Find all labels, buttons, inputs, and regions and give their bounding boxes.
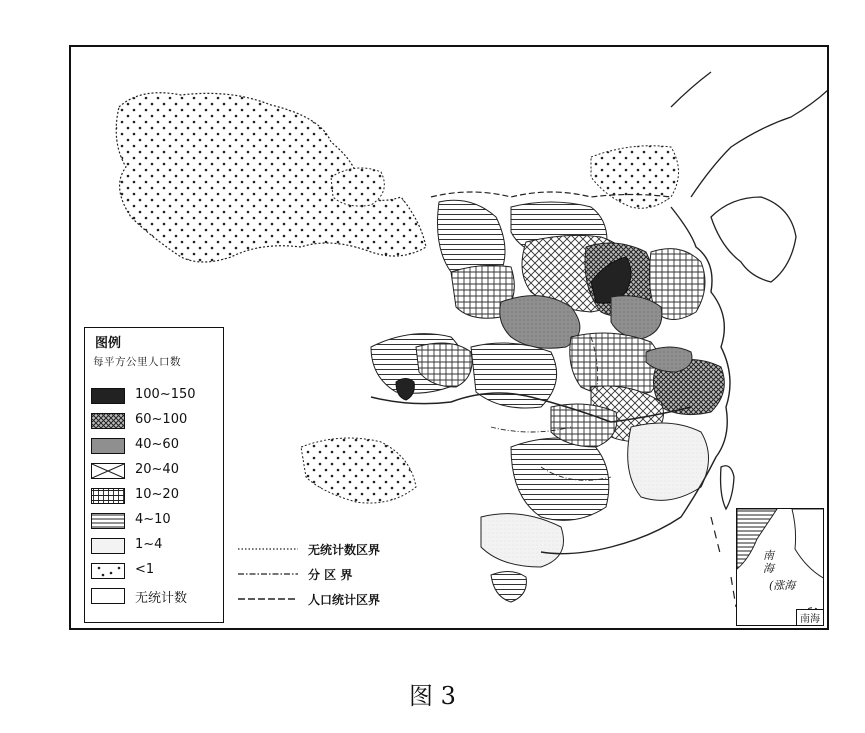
inset-sea-label-3: ( <box>769 579 774 592</box>
legend-item-10-20 <box>91 486 219 506</box>
boundary-key-district <box>238 566 438 584</box>
inset-corner-label: 南海 <box>796 609 823 625</box>
legend-label: 100~150 <box>135 387 196 402</box>
legend-item-4-10 <box>91 511 219 531</box>
line-dashed-icon <box>238 595 298 603</box>
legend-subtitle: 每平方公里人口数 <box>93 356 181 368</box>
legend-item-100-150 <box>91 386 219 406</box>
inset-sea-label-1: 南 <box>763 549 774 562</box>
legend-swatch-dense-crosshatch <box>91 413 125 429</box>
region-shandong-gray <box>611 296 662 339</box>
legend-label: 10~20 <box>135 487 179 502</box>
legend-item-1-4 <box>91 536 219 556</box>
legend-swatch-blank <box>91 588 125 604</box>
legend-item-60-100 <box>91 411 219 431</box>
boundary-key-no-data <box>238 541 438 559</box>
south-sea-inset <box>736 508 824 626</box>
region-north-dotted-2 <box>331 168 384 206</box>
south-sea-dashes <box>711 517 736 607</box>
region-sichuan-dark <box>396 379 414 401</box>
region-hainan <box>491 571 526 602</box>
legend-swatch-light <box>91 538 125 554</box>
region-south-central-hlines <box>471 343 557 408</box>
legend-item-less-than-1 <box>91 561 219 581</box>
boundary-label: 无统计数区界 <box>308 543 381 557</box>
legend-title: 图例 <box>95 336 122 351</box>
region-northeast-dotted <box>591 146 679 209</box>
boundary-key-census <box>238 591 438 609</box>
legend-item-no-data <box>91 586 219 606</box>
legend-swatch-horizontal-lines <box>91 513 125 529</box>
legend-swatch-solid-dark <box>91 388 125 404</box>
line-dash-dot-icon <box>238 570 298 578</box>
legend-item-20-40 <box>91 461 219 481</box>
legend-label: 4~10 <box>135 512 171 527</box>
legend-swatch-grid <box>91 488 125 504</box>
boundary-label: 分 区 界 <box>308 568 353 582</box>
inset-sea-label-4: 涨海 <box>773 579 796 592</box>
legend-label: 无统计数 <box>135 591 188 606</box>
region-lingnan-light <box>481 514 564 567</box>
region-southeast-light <box>628 423 709 500</box>
northeast-coastline <box>671 72 829 197</box>
legend-swatch-gray <box>91 438 125 454</box>
inset-sea-label-2: 海 <box>763 562 774 575</box>
taiwan-outline <box>721 466 734 509</box>
korea-outline <box>711 197 796 282</box>
boundary-label: 人口统计区界 <box>308 593 381 607</box>
legend-label: 40~60 <box>135 437 179 452</box>
legend-label: 1~4 <box>135 537 163 552</box>
region-southwest-dotted <box>301 438 416 503</box>
legend-swatch-crosshatch <box>91 463 125 479</box>
map-legend <box>84 327 224 623</box>
legend-swatch-dots <box>91 563 125 579</box>
figure-caption: 图 3 <box>409 682 456 710</box>
legend-label: 60~100 <box>135 412 188 427</box>
legend-item-40-60 <box>91 436 219 456</box>
region-south-hlines <box>511 438 609 520</box>
legend-label: <1 <box>135 562 155 577</box>
legend-label: 20~40 <box>135 462 179 477</box>
line-dotted-icon <box>238 545 298 553</box>
